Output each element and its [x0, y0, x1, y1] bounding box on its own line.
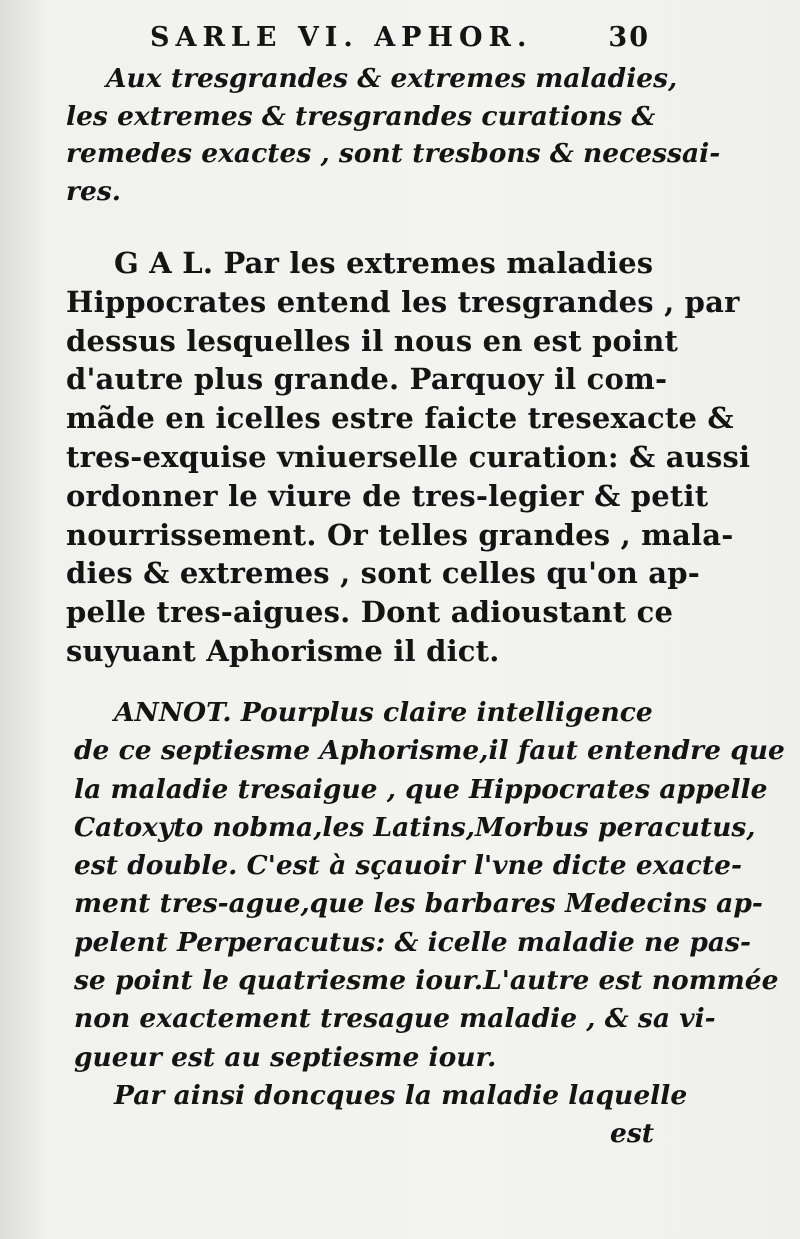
text-line: G A L. Par les extremes maladies [114, 246, 654, 280]
annotation-text [74, 694, 785, 1154]
text-line: ordonner le viure de tres-legier & petit [66, 478, 709, 513]
text-line: Hippocrates entend les tresgrandes , par [66, 284, 740, 319]
text-line: les extremes & tresgrandes curations & [66, 100, 656, 132]
running-title: SARLE VI. APHOR. [150, 22, 533, 53]
text-line: res. [66, 175, 121, 207]
text-line: ment tres-ague,que les barbares Medecins ap- [74, 888, 763, 920]
galen-commentary [66, 244, 751, 671]
text-line: pelent Perperacutus: & icelle maladie ne pas- [74, 926, 751, 958]
text-line: dessus lesquelles il nous en est point [66, 323, 679, 358]
text-line: nourrissement. Or telles grandes , mala- [66, 517, 734, 552]
text-line: Catoxyto nobma,les Latins,Morbus peracutus, [74, 811, 756, 843]
text-line: est double. C'est à sçauoir l'vne dicte exacte- [74, 850, 742, 882]
aphorism-text [66, 60, 721, 210]
catchword: est [609, 1118, 654, 1150]
text-line: Aux tresgrandes & extremes maladies, [106, 63, 678, 94]
text-line: la maladie tresaigue , que Hippocrates appelle [74, 773, 768, 805]
text-line: ANNOT. Pourplus claire intelligence [114, 697, 653, 728]
running-header [150, 22, 650, 53]
text-line: mãde en icelles estre faicte tresexacte & [66, 401, 734, 436]
text-line: tres-exquise vniuerselle curation: & aussi [66, 439, 751, 474]
text-line: dies & extremes , sont celles qu'on ap- [66, 556, 700, 591]
text-line: de ce septiesme Aphorisme,il faut entendre que [74, 735, 785, 767]
text-line: d'autre plus grande. Parquoy il com- [66, 362, 668, 397]
text-line: remedes exactes , sont tresbons & necessai- [66, 138, 721, 169]
text-line: suyuant Aphorisme il dict. [66, 633, 500, 668]
text-line: gueur est au septiesme iour. [74, 1041, 497, 1073]
text-line: Par ainsi doncques la maladie laquelle [114, 1079, 688, 1111]
text-line: non exactement tresague maladie , & sa vi- [74, 1003, 716, 1035]
text-line: pelle tres-aigues. Dont adioustant ce [66, 595, 674, 630]
text-line: se point le quatriesme iour.L'autre est nommée [74, 965, 779, 997]
page-number: 30 [608, 22, 650, 53]
